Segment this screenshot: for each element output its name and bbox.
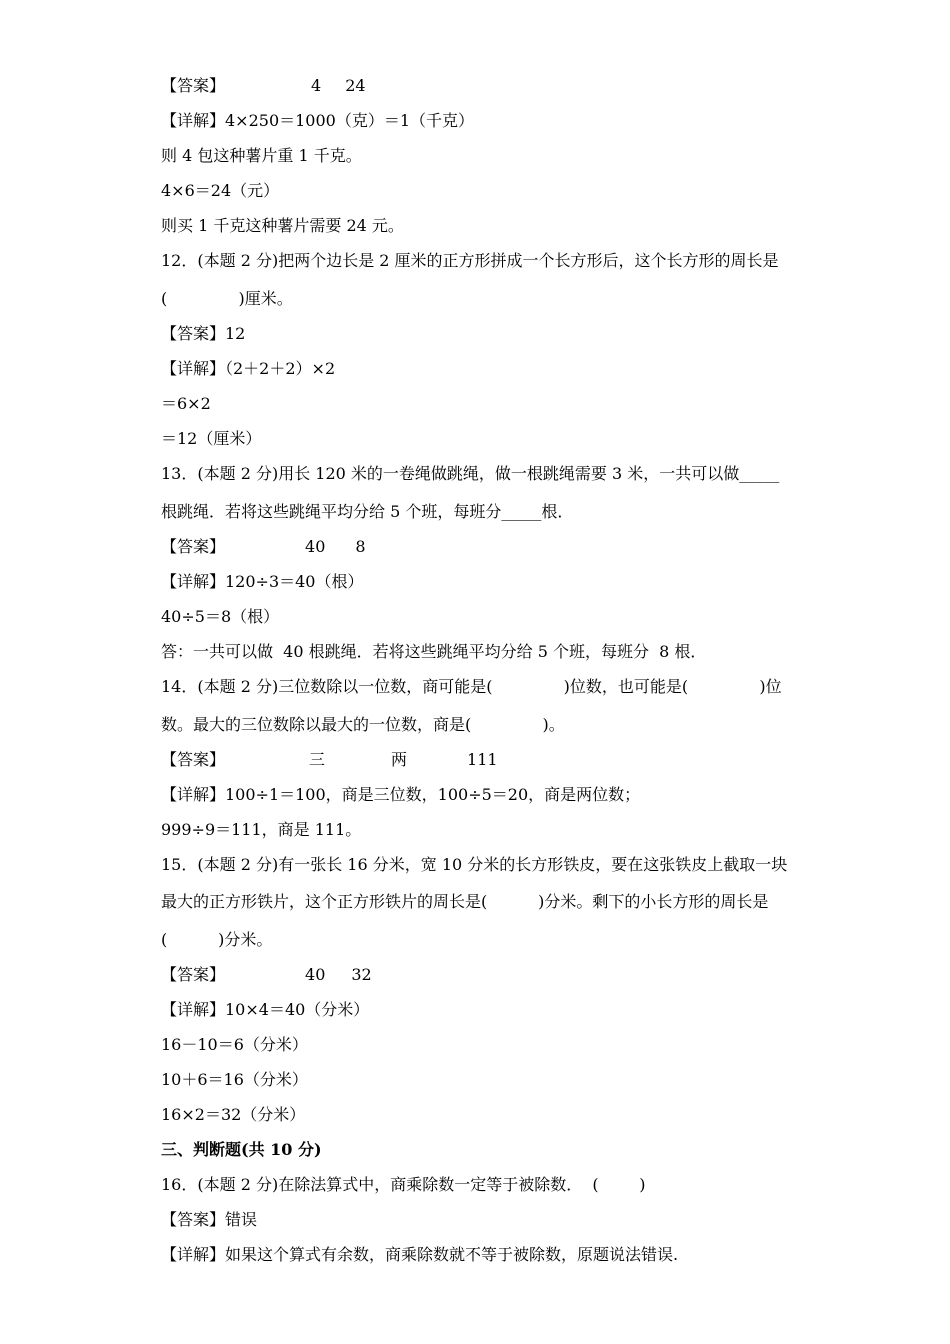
answer-value-3: 111 xyxy=(467,750,498,769)
question-13-line-2: 根跳绳．若将这些跳绳平均分给 5 个班，每班分_____根． xyxy=(161,502,574,521)
answer-tag: 【答案】 xyxy=(161,76,226,95)
detail-line: 4×6＝24（元） xyxy=(161,181,280,200)
detail-line: 【详解】10×4＝40（分米） xyxy=(161,1000,370,1019)
detail-line: 【详解】（2＋2＋2）×2 xyxy=(161,359,336,378)
question-16: 16．(本题 2 分)在除法算式中，商乘除数一定等于被除数． ( ) xyxy=(161,1175,646,1194)
answer-value-2: 24 xyxy=(345,76,366,95)
detail-line: ＝6×2 xyxy=(161,394,211,413)
answer-line-14 xyxy=(161,750,498,770)
detail-line: 【详解】100÷1＝100，商是三位数，100÷5＝20，商是两位数； xyxy=(161,785,641,804)
answer-value-1: 40 xyxy=(305,537,326,556)
answer-line-15 xyxy=(161,965,372,985)
question-15-line-1: 15．(本题 2 分)有一张长 16 分米，宽 10 分米的长方形铁皮，要在这张铁皮上截取一块 xyxy=(161,855,788,874)
detail-line: 【详解】如果这个算式有余数，商乘除数就不等于被除数，原题说法错误. xyxy=(161,1245,679,1264)
question-14-line-1: 14．(本题 2 分)三位数除以一位数，商可能是( )位数，也可能是( )位 xyxy=(161,677,782,696)
answer-line-12: 【答案】12 xyxy=(161,324,246,343)
question-12-line-1: 12．(本题 2 分)把两个边长是 2 厘米的正方形拼成一个长方形后，这个长方形的周长是 xyxy=(161,251,779,270)
detail-line: 16－10＝6（分米） xyxy=(161,1035,308,1054)
answer-value-1: 三 xyxy=(309,750,326,769)
question-13-line-1: 13．(本题 2 分)用长 120 米的一卷绳做跳绳，做一根跳绳需要 3 米，一共可以做_____ xyxy=(161,464,780,483)
answer-line-13 xyxy=(161,537,366,557)
answer-value-2: 32 xyxy=(351,965,372,984)
answer-tag: 【答案】 xyxy=(161,750,226,769)
detail-line: 40÷5＝8（根） xyxy=(161,607,280,626)
detail-line: 答：一共可以做 40 根跳绳．若将这些跳绳平均分给 5 个班，每班分 8 根． xyxy=(161,642,707,661)
answer-value-1: 4 xyxy=(311,76,322,95)
question-15-line-3: ( )分米。 xyxy=(161,930,273,949)
answer-tag: 【答案】 xyxy=(161,965,226,984)
detail-line: 10＋6＝16（分米） xyxy=(161,1070,308,1089)
answer-value-2: 两 xyxy=(391,750,408,769)
detail-line: 【详解】4×250＝1000（克）＝1（千克） xyxy=(161,111,475,130)
detail-line: 则 4 包这种薯片重 1 千克。 xyxy=(161,146,362,165)
detail-line: 则买 1 千克这种薯片需要 24 元。 xyxy=(161,216,404,235)
answer-line-11 xyxy=(161,76,366,96)
answer-line-16: 【答案】错误 xyxy=(161,1210,258,1229)
detail-line: 【详解】120÷3＝40（根） xyxy=(161,572,364,591)
answer-value-1: 40 xyxy=(305,965,326,984)
question-12-line-2: ( )厘米。 xyxy=(161,289,293,308)
detail-line: ＝12（厘米） xyxy=(161,429,262,448)
detail-line: 16×2＝32（分米） xyxy=(161,1105,306,1124)
answer-tag: 【答案】 xyxy=(161,537,226,556)
question-15-line-2: 最大的正方形铁片，这个正方形铁片的周长是( )分米。剩下的小长方形的周长是 xyxy=(161,892,769,911)
section-heading: 三、判断题(共 10 分) xyxy=(161,1140,322,1159)
question-14-line-2: 数。最大的三位数除以最大的一位数，商是( )。 xyxy=(161,715,565,734)
answer-value-2: 8 xyxy=(355,537,366,556)
detail-line: 999÷9＝111，商是 111。 xyxy=(161,820,362,839)
